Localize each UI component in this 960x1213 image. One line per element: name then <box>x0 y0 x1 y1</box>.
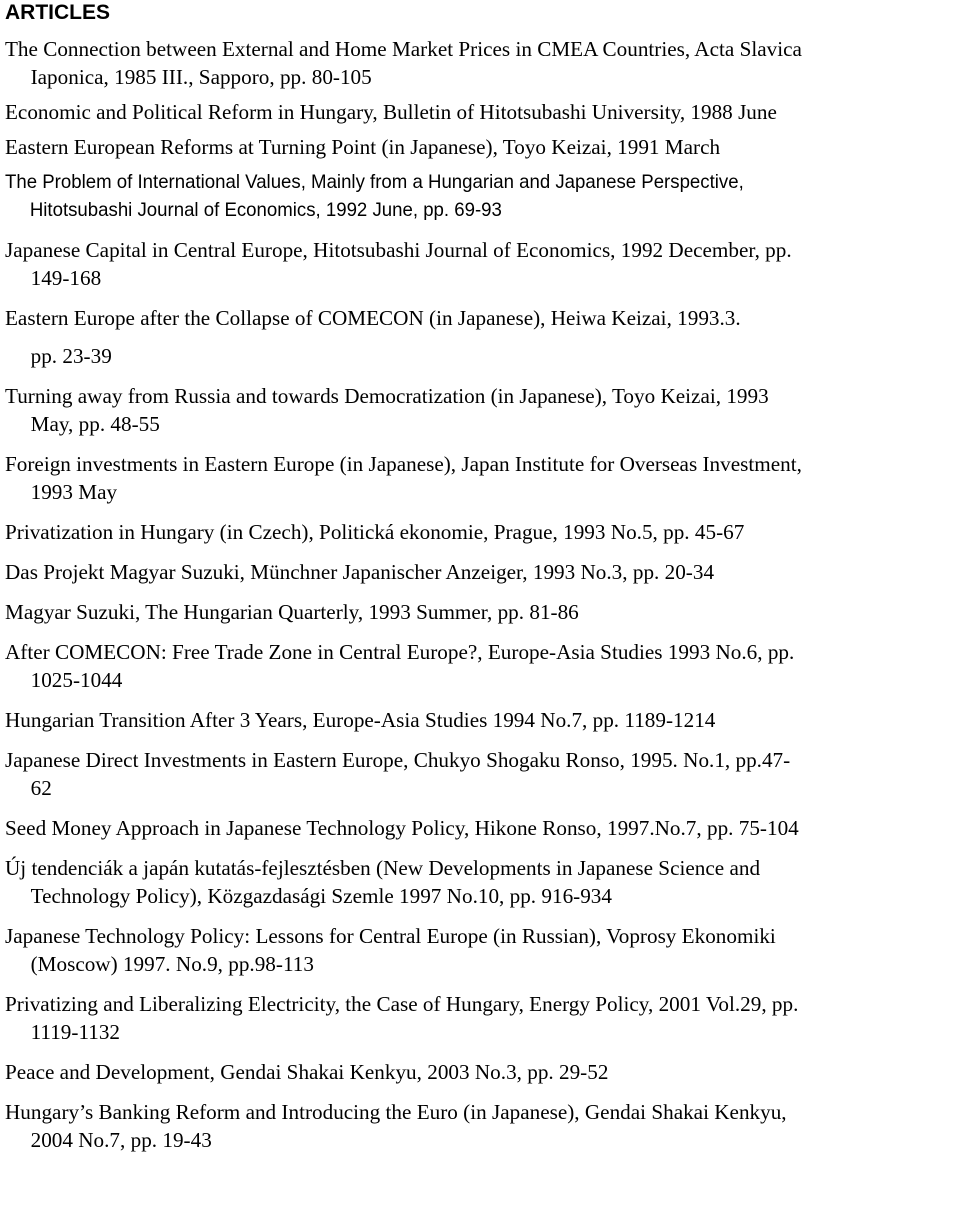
article-entry <box>5 133 943 161</box>
article-line: Eastern European Reforms at Turning Point (in Japanese), Toyo Keizai, 1991 March <box>5 135 721 159</box>
article-entry <box>5 450 943 506</box>
article-line: Privatization in Hungary (in Czech), Politická ekonomie, Prague, 1993 No.5, pp. 45-67 <box>5 520 745 544</box>
article-entry <box>5 168 914 224</box>
section-heading: ARTICLES <box>5 1 110 24</box>
article-line-continued: Hitotsubashi Journal of Economics, 1992 June, pp. 69-93 <box>29 199 502 221</box>
article-entry <box>5 990 943 1046</box>
article-entry <box>5 98 943 126</box>
article-line-continued: (Moscow) 1997. No.9, pp.98-113 <box>30 952 314 976</box>
article-line: Hungary’s Banking Reform and Introducing the Euro (in Japanese), Gendai Shakai Kenkyu, <box>5 1100 787 1124</box>
article-line-continued: 62 <box>30 776 52 800</box>
article-entry <box>5 558 943 586</box>
article-line: Új tendenciák a japán kutatás-fejlesztésben (New Developments in Japanese Science and <box>5 856 761 880</box>
article-line: Das Projekt Magyar Suzuki, Münchner Japanischer Anzeiger, 1993 No.3, pp. 20-34 <box>5 560 715 584</box>
article-list <box>5 35 957 1154</box>
article-line: Foreign investments in Eastern Europe (in Japanese), Japan Institute for Overseas Investment, <box>5 452 802 476</box>
article-line-continued: 1119-1132 <box>30 1020 121 1044</box>
article-line: Seed Money Approach in Japanese Technology Policy, Hikone Ronso, 1997.No.7, pp. 75-104 <box>5 816 799 840</box>
article-line-continued: 149-168 <box>30 266 102 290</box>
article-line: Hungarian Transition After 3 Years, Europe-Asia Studies 1994 No.7, pp. 1189-1214 <box>5 708 716 732</box>
article-line-continued: pp. 23-39 <box>30 344 112 368</box>
article-entry <box>5 35 943 91</box>
article-entry <box>5 746 943 802</box>
article-line: The Connection between External and Home Market Prices in CMEA Countries, Acta Slavica <box>5 37 802 61</box>
article-line-continued: 1993 May <box>30 480 118 504</box>
article-entry <box>5 598 943 626</box>
article-entry <box>5 518 943 546</box>
article-line: After COMECON: Free Trade Zone in Central Europe?, Europe-Asia Studies 1993 No.6, pp. <box>5 640 795 664</box>
article-line-continued: 2004 No.7, pp. 19-43 <box>30 1128 212 1152</box>
article-line: Turning away from Russia and towards Democratization (in Japanese), Toyo Keizai, 1993 <box>5 384 769 408</box>
article-line: Magyar Suzuki, The Hungarian Quarterly, 1993 Summer, pp. 81-86 <box>5 600 579 624</box>
article-entry <box>5 304 943 370</box>
article-entry <box>5 814 943 842</box>
article-line: Economic and Political Reform in Hungary, Bulletin of Hitotsubashi University, 1988 June <box>5 100 777 124</box>
article-entry <box>5 706 943 734</box>
article-entry <box>5 236 943 292</box>
article-entry <box>5 1058 943 1086</box>
article-line-continued: Technology Policy), Közgazdasági Szemle 1997 No.10, pp. 916-934 <box>30 884 612 908</box>
article-line: Japanese Direct Investments in Eastern Europe, Chukyo Shogaku Ronso, 1995. No.1, pp.47- <box>5 748 791 772</box>
article-entry <box>5 638 943 694</box>
article-line: Eastern Europe after the Collapse of COMECON (in Japanese), Heiwa Keizai, 1993.3. <box>5 306 741 330</box>
article-line-continued: 1025-1044 <box>30 668 123 692</box>
articles-page <box>5 0 957 1154</box>
article-line: Privatizing and Liberalizing Electricity, the Case of Hungary, Energy Policy, 2001 Vol.29, pp. <box>5 992 799 1016</box>
article-line: Peace and Development, Gendai Shakai Kenkyu, 2003 No.3, pp. 29-52 <box>5 1060 609 1084</box>
article-line: Japanese Capital in Central Europe, Hitotsubashi Journal of Economics, 1992 December, pp. <box>5 238 792 262</box>
article-line: The Problem of International Values, Mainly from a Hungarian and Japanese Perspective, <box>5 171 744 193</box>
article-entry <box>5 854 943 910</box>
article-entry <box>5 382 943 438</box>
article-line: Japanese Technology Policy: Lessons for Central Europe (in Russian), Voprosy Ekonomiki <box>5 924 776 948</box>
article-line-continued: Iaponica, 1985 III., Sapporo, pp. 80-105 <box>30 65 372 89</box>
article-entry <box>5 922 943 978</box>
article-line-continued: May, pp. 48-55 <box>30 412 160 436</box>
article-entry <box>5 1098 943 1154</box>
